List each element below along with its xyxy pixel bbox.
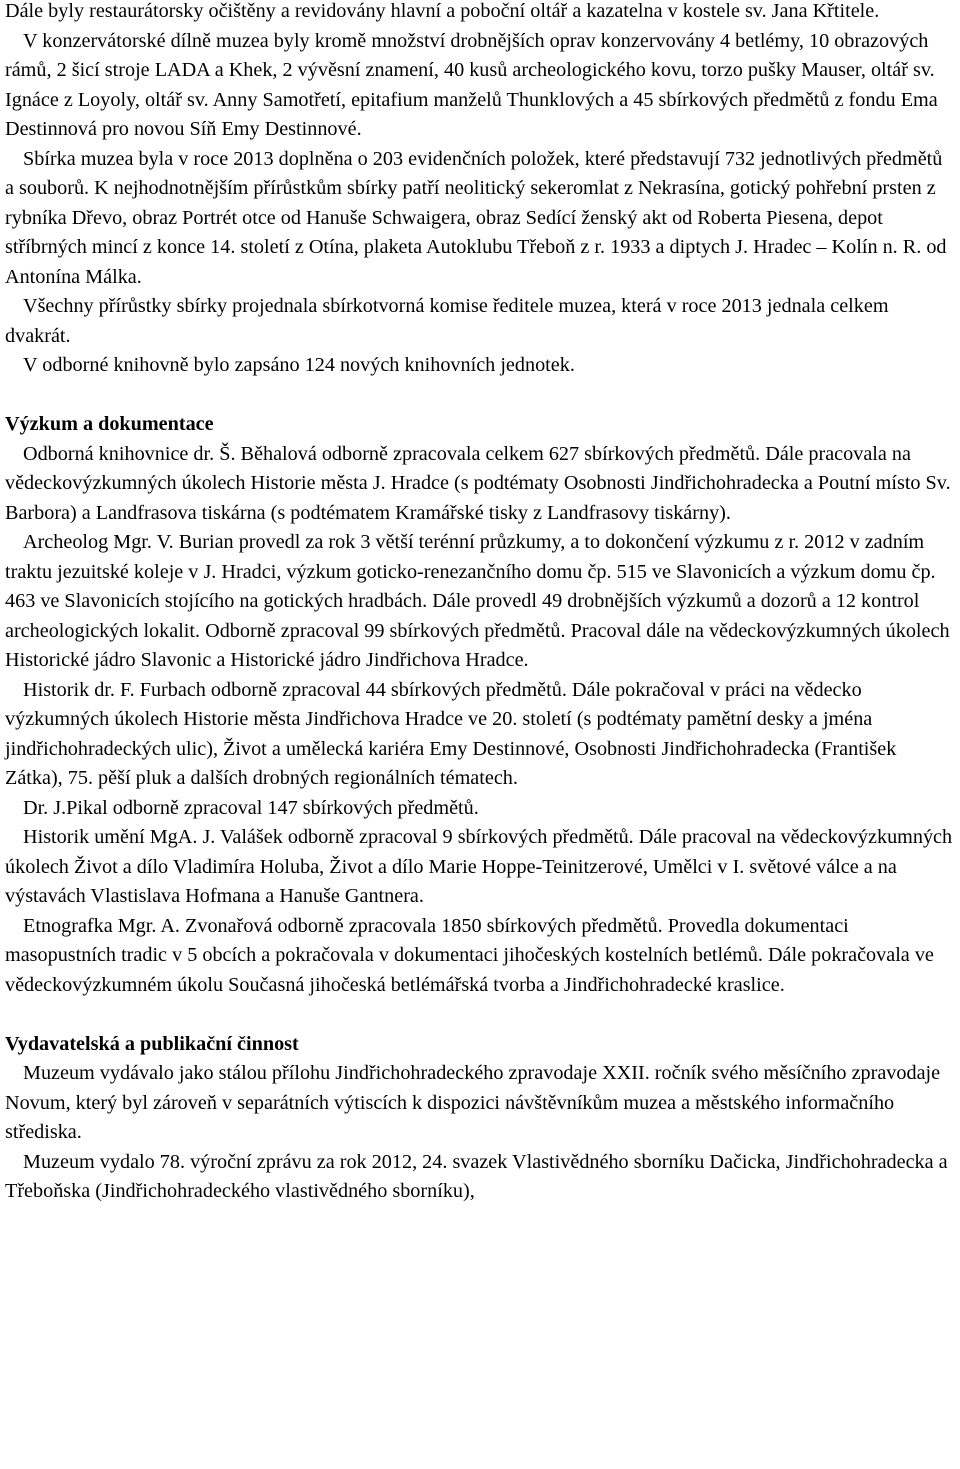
paragraph-ethnographer: Etnografka Mgr. A. Zvonařová odborně zpracovala 1850 sbírkových předmětů. Provedla dokumentaci masopustních tradic v 5 obcích a pokračovala v dokumentaci jihočeských kostelních betlémů. Dále pokračovala ve vědeckovýzkumném úkolu Současná jihočeská betlémářská tvorba a Jindřichohradecké kraslice. — [5, 914, 934, 996]
paragraph-restoration: Dále byly restaurátorsky očištěny a revidovány hlavní a poboční oltář a kazatelna v kostele sv. Jana Křtitele. — [5, 0, 880, 22]
paragraph-collection-acquisitions: Sbírka muzea byla v roce 2013 doplněna o 203 evidenčních položek, které představují 732 jednotlivých předmětů a souborů. K nejhodnotnějším přírůstkům sbírky patří neolitický sekeromlat z Nekrasína, gotický pohřební prsten z rybníka Dřevo, obraz Portrét otce od Hanuše Schwaigera, obraz Sedící ženský akt od Roberta Piesena, depot stříbrných mincí z konce 14. století z Otína, plaketa Autoklubu Třeboň z r. 1933 a diptych J. Hradec – Kolín n. R. od Antonína Málka. — [5, 147, 947, 288]
paragraph-acquisition-committee: Všechny přírůstky sbírky projednala sbírkotvorná komise ředitele muzea, která v roce 2013 jednala celkem dvakrát. — [5, 295, 889, 347]
paragraph-annual-report: Muzeum vydalo 78. výroční zprávu za rok 2012, 24. svazek Vlastivědného sborníku Dačicka, Jindřichohradecka a Třeboňska (Jindřichohradeckého vlastivědného sborníku), — [5, 1150, 948, 1202]
paragraph-pikal: Dr. J.Pikal odborně zpracoval 147 sbírkových předmětů. — [23, 796, 479, 819]
heading-research: Výzkum a dokumentace — [5, 413, 214, 435]
paragraph-historian-furbach: Historik dr. F. Furbach odborně zpracoval 44 sbírkových předmětů. Dále pokračoval v práci na vědecko výzkumných úkolech Historie města Jindřichova Hradce ve 20. století (s podtématy pamětní desky a jména jindřichohradeckých ulic), Život a umělecká kariéra Emy Destinnové, Osobnosti Jindřichohradecka (František Zátka), 75. pěší pluk a dalších drobných regionálních tématech. — [5, 678, 897, 789]
paragraph-archaeologist: Archeolog Mgr. V. Burian provedl za rok 3 větší terénní průzkumy, a to dokončení výzkumu z r. 2012 v zadním traktu jezuitské koleje v J. Hradci, výzkum goticko-renezančního domu čp. 515 ve Slavonicích a výzkum domu čp. 463 ve Slavonicích stojícího na gotických hradbách. Dále provedl 49 drobnějších výzkumů a dozorů a 12 kontrol archeologických lokalit. Odborně zpracoval 99 sbírkových předmětů. Pracoval dále na vědeckovýzkumných úkolech Historické jádro Slavonic a Historické jádro Jindřichova Hradce. — [5, 531, 950, 671]
heading-publishing: Vydavatelská a publikační činnost — [5, 1032, 299, 1055]
paragraph-novum: Muzeum vydávalo jako stálou přílohu Jindřichohradeckého zpravodaje XXII. ročník svého měsíčního zpravodaje Novum, který byl zároveň v separátních výtiscích k dispozici návštěvníkům muzea a městského informačního střediska. — [5, 1062, 941, 1143]
paragraph-conservation: V konzervátorské dílně muzea byly kromě množství drobnějších oprav konzervovány 4 betlémy, 10 obrazových rámů, 2 šicí stroje LADA a Khek, 2 vývěsní znamení, 40 kusů archeologického kovu, torzo pušky Mauser, oltář sv. Ignáce z Loyoly, oltář sv. Anny Samotřetí, epitafium manželů Thunklových a 45 sbírkových předmětů z fondu Ema Destinnová pro novou Síň Emy Destinnové. — [5, 29, 938, 140]
paragraph-art-historian: Historik umění MgA. J. Valášek odborně zpracoval 9 sbírkových předmětů. Dále pracoval na vědeckovýzkumných úkolech Život a dílo Vladimíra Holuba, Život a dílo Marie Hoppe-Teinitzerové, Umělci v I. světové válce a na výstavách Vlastislava Hofmana a Hanuše Gantnera. — [5, 826, 953, 907]
section-gap — [5, 1000, 954, 1030]
paragraph-librarian: Odborná knihovnice dr. Š. Běhalová odborně zpracovala celkem 627 sbírkových předmětů. Dále pracovala na vědeckovýzkumných úkolech Historie města J. Hradce (s podtématy Osobnosti Jindřichohradecka a Poutní místo Sv. Barbora) a Landfrasova tiskárna (s podtématem Kramářské tisky z Landfrasovy tiskárny). — [5, 442, 951, 524]
section-gap — [5, 381, 954, 411]
paragraph-library: V odborné knihovně bylo zapsáno 124 nových knihovních jednotek. — [23, 354, 575, 376]
